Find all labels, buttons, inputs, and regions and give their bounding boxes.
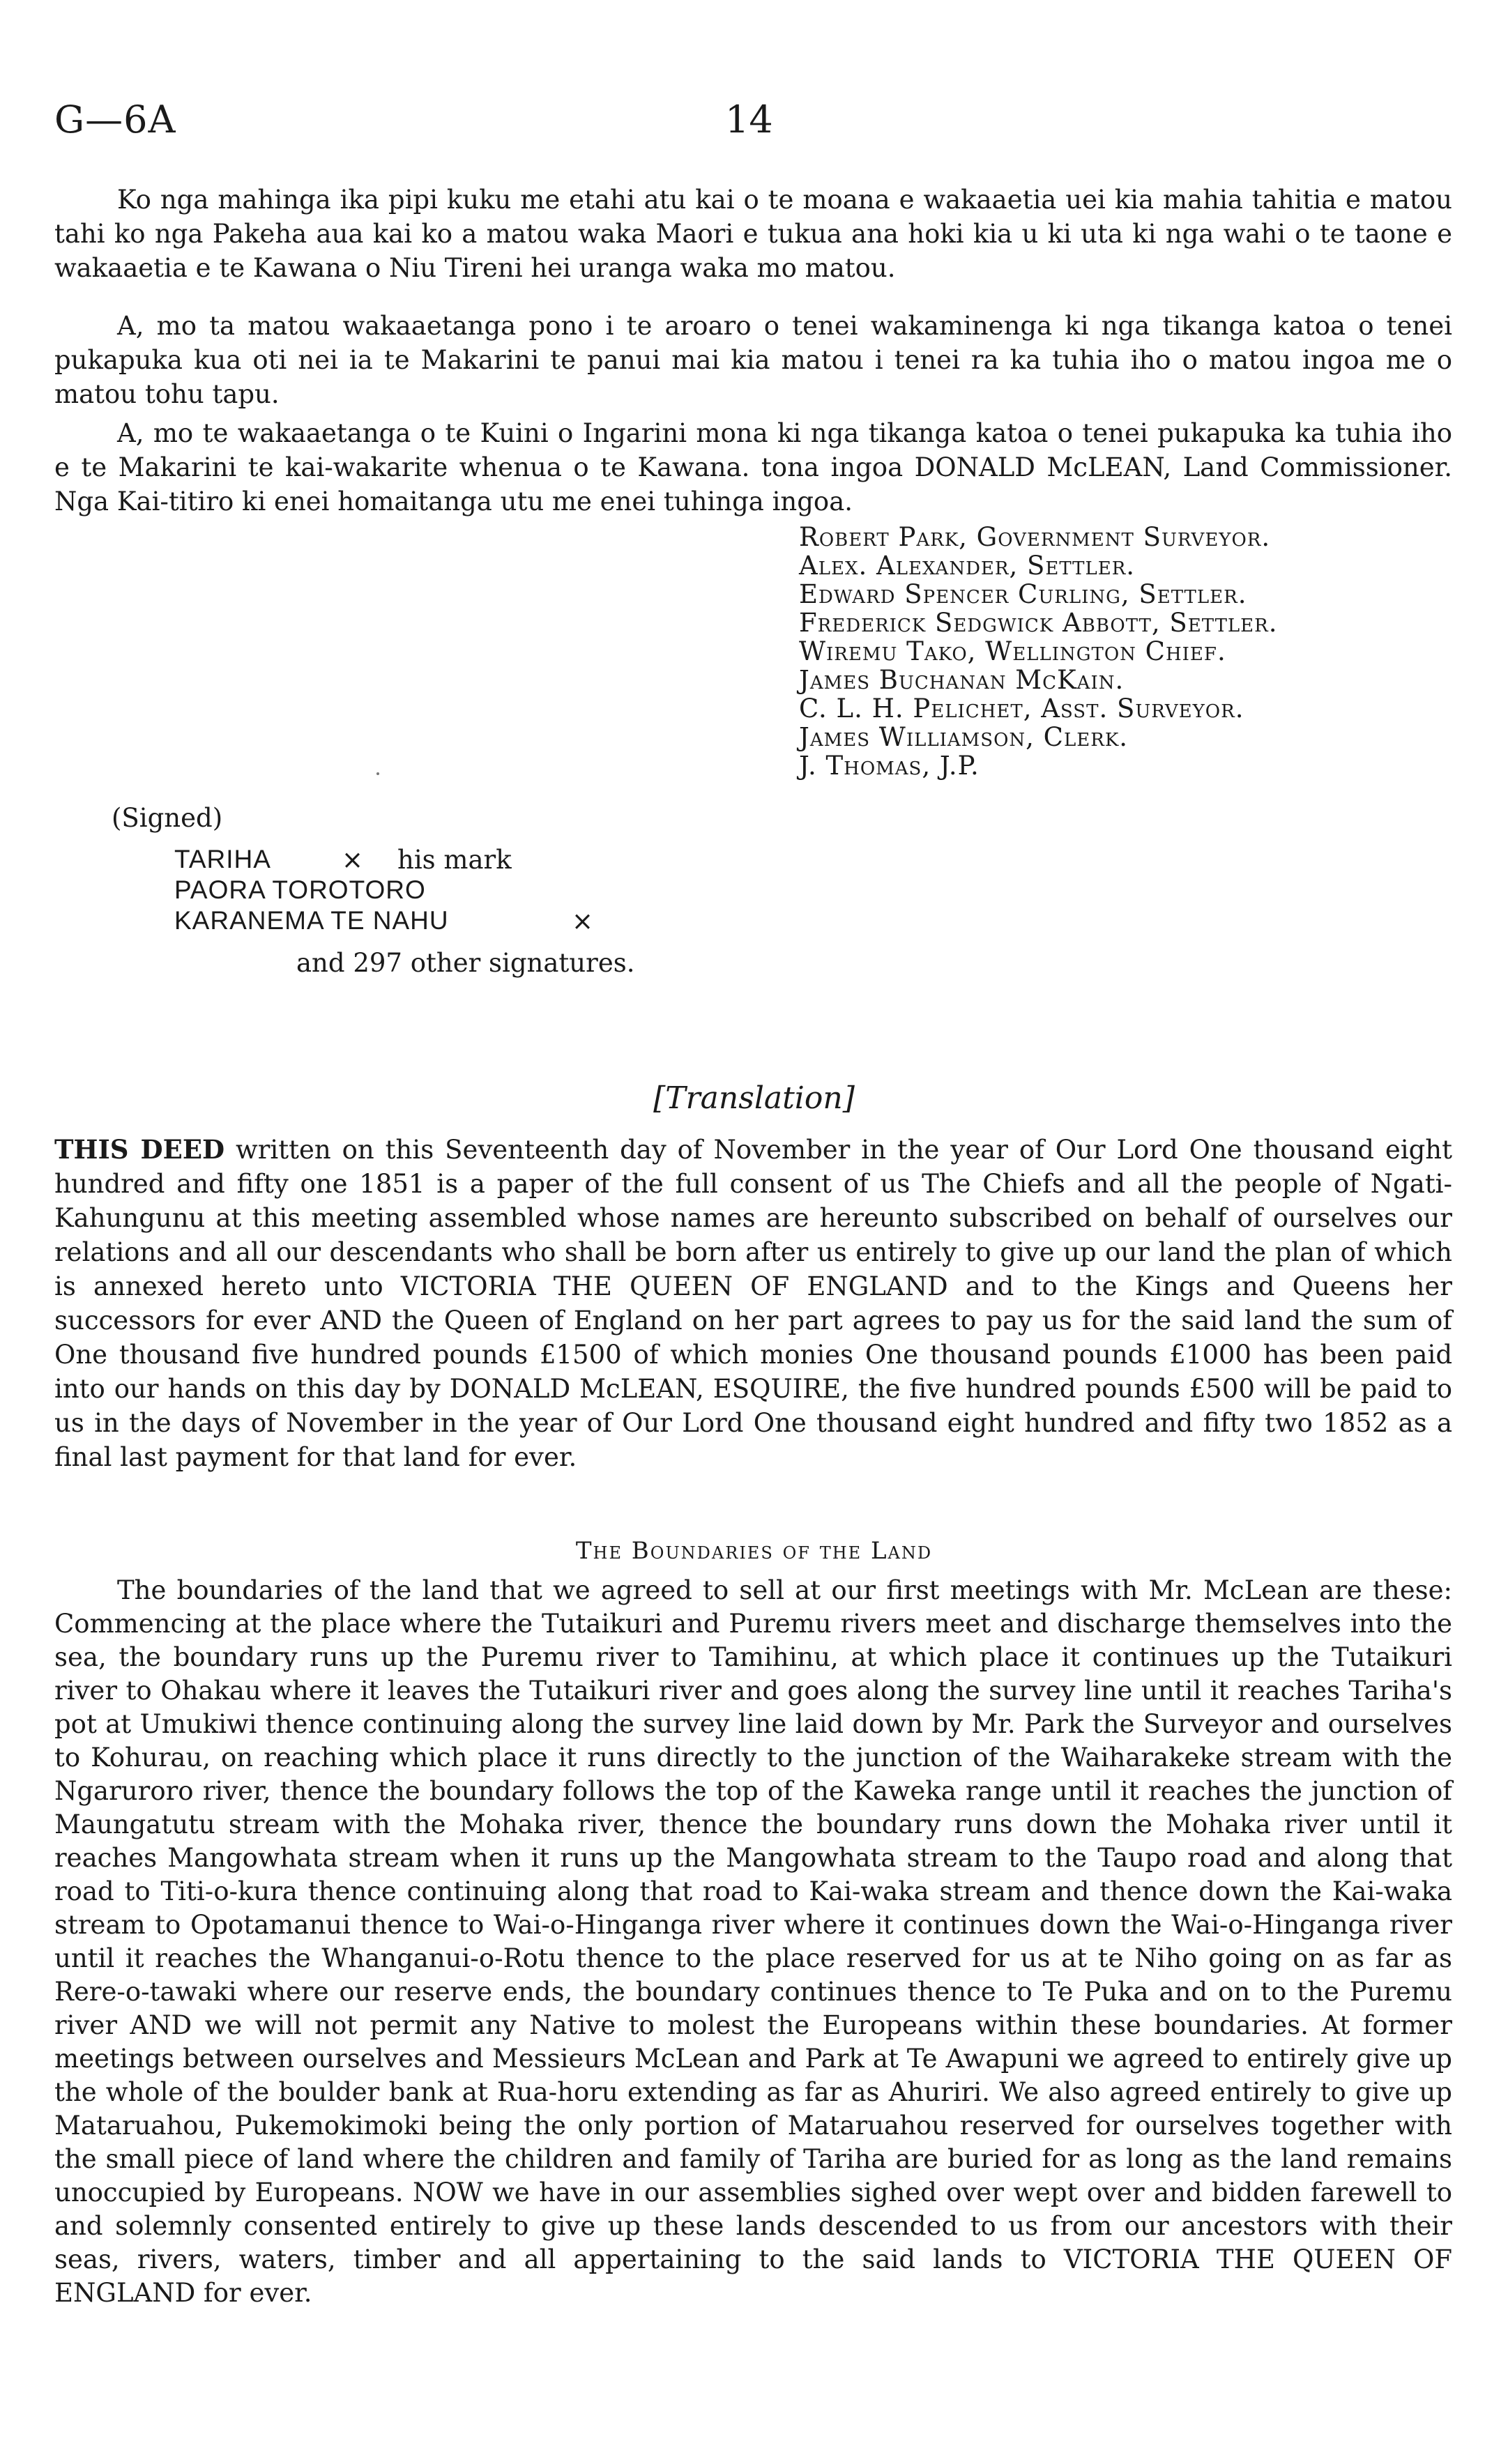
- witness-list: [799, 523, 1468, 780]
- maori-paragraph-3: A, mo te wakaaetanga o te Kuini o Ingarini mona ki nga tikanga katoa o tenei pukapuka ka tuhia iho e te Makarini te kai-wakarite whenua o te Kawana. tona ingoa DONALD McLEAN, Land Commissioner. Nga Kai-titiro ki enei homaitanga utu me enei tuhinga ingoa.: [54, 418, 1452, 516]
- deed-body: written on this Seventeenth day of November in the year of Our Lord One thousand eight hundred and fifty one 1851 is a paper of the full consent of us The Chiefs and all the people of Ngati-Kahungunu at this meeting assembled whose names are hereunto subscribed on behalf of ourselves our relations and all our descendants who shall be born after us entirely to give up our land the plan of which is annexed hereto unto VICTORIA THE QUEEN OF ENGLAND and to the Kings and Queens her successors for ever AND the Queen of England on her part agrees to pay us for the said land the sum of One thousand five hundred pounds £1500 of which monies One thousand pounds £1000 has been paid into our hands on this day by DONALD McLEAN, ESQUIRE, the five hundred pounds £500 will be paid to us in the days of November in the year of Our Lord One thousand eight hundred and fifty two 1852 as a final last payment for that land for ever.: [54, 1135, 1452, 1472]
- signatory-karanema: KARANEMA TE NAHU: [174, 906, 449, 935]
- deed-paragraph: [54, 1133, 1452, 1474]
- page-number: 14: [725, 98, 773, 141]
- maori-paragraph-2: A, mo ta matou wakaaetanga pono i te aroaro o tenei wakaminenga ki nga tikanga katoa o tenei pukapuka kua oti nei ia te Makarini te panui mai kia matou i tenei ra ka tuhia iho o matou ingoa me o matou tohu tapu.: [54, 311, 1452, 409]
- witness-name: James Buchanan McKain.: [799, 665, 1125, 695]
- his-mark-label: his mark: [397, 845, 512, 875]
- witness-name: Robert Park, Government Surveyor.: [799, 522, 1271, 552]
- series-reference: G—6A: [54, 98, 176, 141]
- signatory-paora: PAORA TOROTORO: [174, 875, 426, 904]
- deed-lead: THIS DEED: [54, 1134, 225, 1165]
- witness-name: Frederick Sedgwick Abbott, Settler.: [799, 608, 1278, 638]
- witness-name: Wiremu Tako, Wellington Chief.: [799, 636, 1226, 666]
- signed-label: (Signed): [112, 803, 223, 833]
- other-signatures-note: and 297 other signatures.: [296, 948, 635, 978]
- boundaries-paragraph: The boundaries of the land that we agreed to sell at our first meetings with Mr. McLean are these: Commencing at the place where the Tutaikuri and Puremu rivers meet and discharge themselves into the sea, the boundary runs up the Puremu river to Tamihinu, at which place it continues up the Tutaikuri river to Ohakau where it leaves the Tutaikuri river and goes along the survey line until it reaches Tariha's pot at Umukiwi thence continuing along the survey line laid down by Mr. Park the Surveyor and ourselves to Kohurau, on reaching which place it runs directly to the junction of the Waiharakeke stream with the Ngaruroro river, thence the boundary follows the top of the Kaweka range until it reaches the junction of Maungatutu stream with the Mohaka river, thence the boundary runs down the Mohaka river until it reaches Mangowhata stream when it runs up the Mangowhata stream to the Taupo road and along that road to Titi-o-kura thence continuing along that road to Kai-waka stream and thence down the Kai-waka stream to Opotamanui thence to Wai-o-Hinganga river where it continues down the Wai-o-Hinganga river until it reaches the Whanganui-o-Rotu thence to the place reserved for us at te Niho going on as far as Rere-o-tawaki where our reserve ends, the boundary continues thence to Te Puka and on to the Puremu river AND we will not permit any Native to molest the Europeans within these boundaries. At former meetings between ourselves and Messieurs McLean and Park at Te Awapuni we agreed to entirely give up the whole of the boulder bank at Rua-horu extending as far as Ahuriri. We also agreed entirely to give up Mataruahou, Pukemokimoki being the only portion of Mataruahou reserved for ourselves together with the small piece of land where the children and family of Tariha are buried for as long as the land remains unoccupied by Europeans. NOW we have in our assemblies sighed over wept over and bidden farewell to and solemnly consented entirely to give up these lands descended to us from our ancestors with their seas, rivers, waters, timber and all appertaining to the said lands to VICTORIA THE QUEEN OF ENGLAND for ever.: [54, 1575, 1452, 2308]
- boundaries-heading: The Boundaries of the Land: [575, 1537, 933, 1565]
- mark-cross: ×: [342, 845, 364, 875]
- witness-name: J. Thomas, J.P.: [799, 751, 980, 781]
- mark-cross: ×: [572, 906, 594, 936]
- maori-paragraph-1: Ko nga mahinga ika pipi kuku me etahi atu kai o te moana e wakaaetia uei kia mahia tahitia e matou tahi ko nga Pakeha aua kai ko a matou waka Maori e tukua ana hoki kia u ki uta ki nga wahi o te taone e wakaaetia e te Kawana o Niu Tireni hei uranga waka mo matou.: [54, 185, 1452, 283]
- print-speck: [376, 772, 379, 775]
- witness-name: James Williamson, Clerk.: [799, 722, 1128, 752]
- signatory-tariha: TARIHA: [174, 845, 271, 873]
- witness-name: Edward Spencer Curling, Settler.: [799, 579, 1247, 609]
- translation-heading: [Translation]: [653, 1080, 855, 1116]
- witness-name: C. L. H. Pelichet, Asst. Surveyor.: [799, 694, 1244, 724]
- witness-name: Alex. Alexander, Settler.: [799, 551, 1136, 581]
